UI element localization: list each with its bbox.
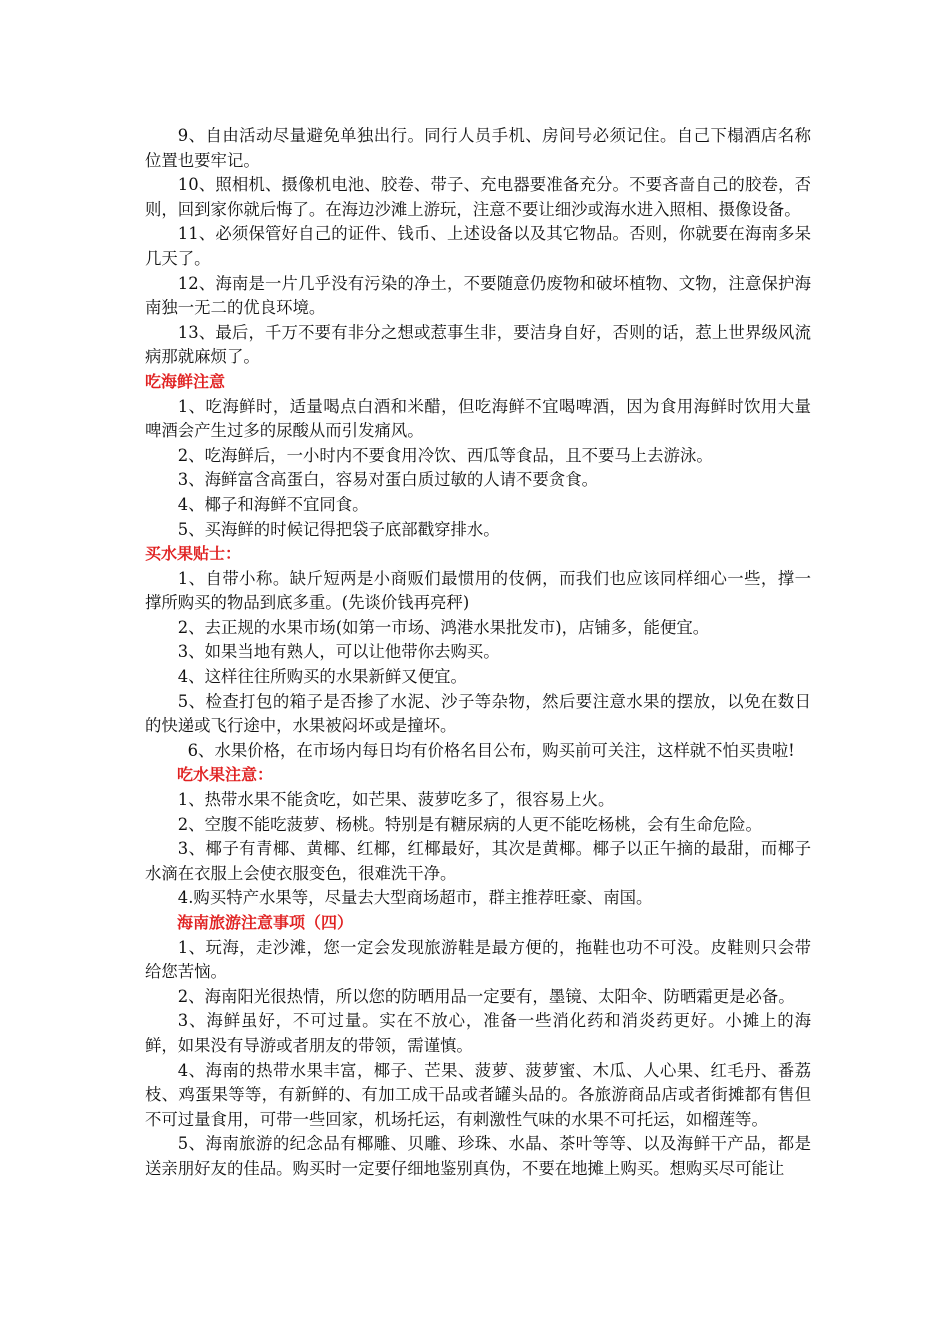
list-item: 5、海南旅游的纪念品有椰雕、贝雕、珍珠、水晶、茶叶等等、以及海鲜干产品，都是送亲朋好友的佳品。购买时一定要仔细地鉴别真伪，不要在地摊上购买。想购买尽可能让 (145, 1134, 811, 1178)
section-heading-seafood: 吃海鲜注意 (145, 371, 226, 391)
list-item: 3、海鲜富含高蛋白，容易对蛋白质过敏的人请不要贪食。 (177, 470, 598, 490)
list-item: 3、椰子有青椰、黄椰、红椰，红椰最好，其次是黄椰。椰子以正午摘的最甜，而椰子水滴在衣服上会使衣服变色，很难洗干净。 (145, 839, 811, 883)
list-item: 11、必须保管好自己的证件、钱币、上述设备以及其它物品。否则，你就要在海南多呆几天了。 (145, 224, 811, 268)
list-item: 9、自由活动尽量避免单独出行。同行人员手机、房间号必须记住。自己下榻酒店名称位置也要牢记。 (145, 126, 811, 170)
list-item: 5、买海鲜的时候记得把袋子底部戳穿排水。 (177, 519, 500, 539)
list-item: 10、照相机、摄像机电池、胶卷、带子、充电器要准备充分。不要吝啬自己的胶卷，否则，回到家你就后悔了。在海边沙滩上游玩，注意不要让细沙或海水进入照相、摄像设备。 (145, 175, 811, 219)
section-heading-buy-fruit: 买水果贴士： (145, 544, 242, 564)
list-item: 6、水果价格，在市场内每日均有价格名目公布，购买前可关注，这样就不怕买贵啦! (187, 740, 795, 760)
section-heading-travel-tips-4: 海南旅游注意事项（四） (177, 913, 354, 932)
list-item: 13、最后，千万不要有非分之想或惹事生非，要洁身自好，否则的话，惹上世界级风流病那就麻烦了。 (145, 322, 811, 367)
list-item: 1、玩海，走沙滩，您一定会发现旅游鞋是最方便的，拖鞋也功不可没。皮鞋则只会带给您苦恼。 (145, 937, 811, 982)
list-item: 3、海鲜虽好，不可过量。实在不放心，准备一些消化药和消炎药更好。小摊上的海鲜，如果没有导游或者朋友的带领，需谨慎。 (145, 1011, 811, 1055)
list-item: 1、自带小称。缺斤短两是小商贩们最惯用的伎俩，而我们也应该同样细心一些，撑一撑所购买的物品到底多重。(先谈价钱再亮秤) (145, 568, 811, 613)
list-item: 3、如果当地有熟人，可以让他带你去购买。 (177, 642, 500, 662)
list-item: 4.购买特产水果等，尽量去大型商场超市，群主推荐旺豪、南国。 (177, 888, 653, 908)
list-item: 2、吃海鲜后，一小时内不要食用冷饮、西瓜等食品，且不要马上去游泳。 (177, 445, 713, 465)
list-item: 4、这样往往所购买的水果新鲜又便宜。 (177, 667, 467, 687)
list-item: 1、热带水果不能贪吃，如芒果、菠萝吃多了，很容易上火。 (177, 790, 615, 810)
list-item: 12、海南是一片几乎没有污染的净土，不要随意仍废物和破坏植物、文物，注意保护海南独一无二的优良环境。 (145, 273, 811, 318)
list-item: 2、海南阳光很热情，所以您的防晒用品一定要有，墨镜、太阳伞、防晒霜更是必备。 (177, 986, 795, 1006)
section-heading-eat-fruit: 吃水果注意： (177, 765, 274, 785)
document-body (145, 124, 811, 1182)
list-item: 4、椰子和海鲜不宜同食。 (177, 494, 369, 514)
list-item: 5、检查打包的箱子是否掺了水泥、沙子等杂物，然后要注意水果的摆放，以免在数日的快递或飞行途中，水果被闷坏或是撞坏。 (145, 691, 811, 736)
list-item: 4、海南的热带水果丰富，椰子、芒果、菠萝、菠萝蜜、木瓜、人心果、红毛丹、番荔枝、鸡蛋果等等，有新鲜的、有加工成干品或者罐头品的。各旅游商品店或者街摊都有售但不可过量食用，可带一些回家，机场托运，有刺激性气味的水果不可托运，如榴莲等。 (145, 1060, 811, 1129)
list-item: 2、去正规的水果市场(如第一市场、鸿港水果批发市)，店铺多，能便宜。 (177, 617, 710, 637)
list-item: 2、空腹不能吃菠萝、杨桃。特别是有糖尿病的人更不能吃杨桃，会有生命危险。 (177, 814, 762, 834)
list-item: 1、吃海鲜时，适量喝点白酒和米醋，但吃海鲜不宜喝啤酒，因为食用海鲜时饮用大量啤酒会产生过多的尿酸从而引发痛风。 (145, 396, 811, 441)
